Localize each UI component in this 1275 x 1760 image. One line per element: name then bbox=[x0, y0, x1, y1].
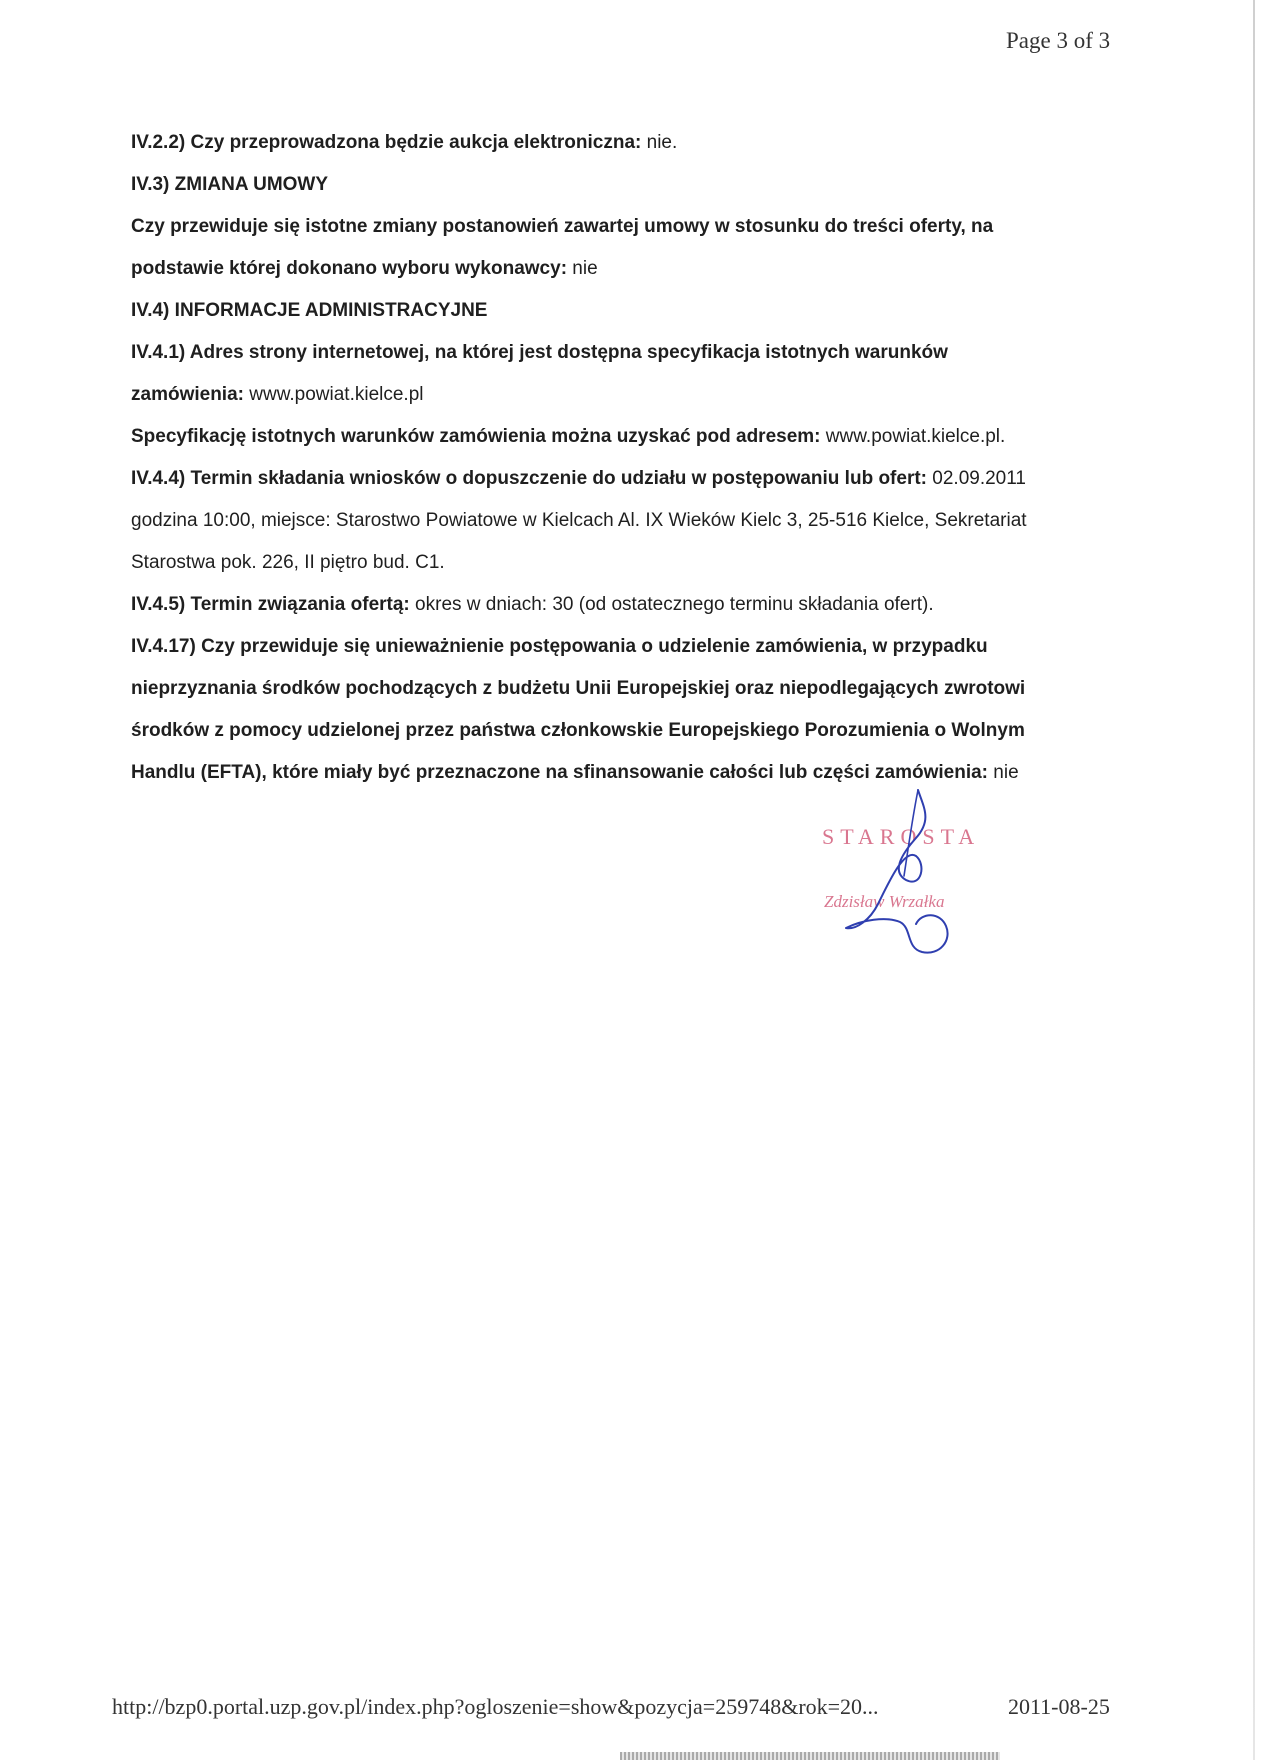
line-label: IV.4.17) Czy przewiduje się unieważnienie postępowania o udzielenie zamówienia, w przypadku bbox=[131, 636, 988, 657]
line-label: Czy przewiduje się istotne zmiany postanowień zawartej umowy w stosunku do treści oferty, na bbox=[131, 216, 994, 237]
scan-artifact bbox=[620, 1752, 1000, 1760]
page-number: Page 3 of 3 bbox=[1006, 28, 1111, 53]
line-label: środków z pomocy udzielonej przez państwa członkowskie Europejskiego Porozumienia o Wolnym bbox=[131, 720, 1025, 741]
line-label: IV.3) ZMIANA UMOWY bbox=[131, 174, 329, 195]
document-line bbox=[131, 584, 1121, 626]
document-line bbox=[131, 206, 1121, 248]
line-label: IV.4.4) Termin składania wniosków o dopuszczenie do udziału w postępowaniu lub ofert: bbox=[131, 468, 927, 489]
line-value: nie. bbox=[641, 132, 678, 153]
document-line bbox=[131, 290, 1121, 332]
line-label: Handlu (EFTA), które miały być przeznaczone na sfinansowanie całości lub części zamówienia: bbox=[131, 762, 988, 783]
document-line bbox=[131, 458, 1121, 500]
line-label: podstawie której dokonano wyboru wykonawcy: bbox=[131, 258, 568, 279]
document-line bbox=[131, 374, 1121, 416]
official-stamp bbox=[800, 780, 1020, 960]
source-url: http://bzp0.portal.uzp.gov.pl/index.php?ogloszenie=show&pozycja=259748&rok=20... bbox=[112, 1694, 879, 1719]
stamp-name: Zdzisław Wrzałka bbox=[824, 892, 945, 911]
print-date: 2011-08-25 bbox=[1008, 1694, 1110, 1719]
document-line bbox=[131, 122, 1121, 164]
line-label: zamówienia: bbox=[131, 384, 244, 405]
page-edge bbox=[1253, 0, 1255, 1760]
document-line bbox=[131, 332, 1121, 374]
line-value: nie bbox=[567, 258, 598, 279]
document-line bbox=[131, 668, 1121, 710]
line-value: www.powiat.kielce.pl. bbox=[820, 426, 1006, 447]
document-line bbox=[131, 248, 1121, 290]
document-line bbox=[131, 710, 1121, 752]
line-value: 02.09.2011 bbox=[927, 468, 1026, 489]
line-value: godzina 10:00, miejsce: Starostwo Powiatowe w Kielcach Al. IX Wieków Kielc 3, 25-516 Kielce, Sekretariat bbox=[131, 510, 1027, 531]
document-body bbox=[131, 122, 1121, 794]
line-label: Specyfikację istotnych warunków zamówienia można uzyskać pod adresem: bbox=[131, 426, 821, 447]
stamp-title: STAROSTA bbox=[822, 824, 981, 849]
handwritten-signature-icon bbox=[800, 780, 1020, 960]
document-line bbox=[131, 500, 1121, 542]
line-value: nie bbox=[988, 762, 1019, 783]
line-label: IV.4) INFORMACJE ADMINISTRACYJNE bbox=[131, 300, 488, 321]
document-line bbox=[131, 164, 1121, 206]
line-label: IV.2.2) Czy przeprowadzona będzie aukcja elektroniczna: bbox=[131, 132, 642, 153]
document-line bbox=[131, 542, 1121, 584]
document-line bbox=[131, 626, 1121, 668]
line-label: nieprzyznania środków pochodzących z budżetu Unii Europejskiej oraz niepodlegających zwrotowi bbox=[131, 678, 1026, 699]
line-value: okres w dniach: 30 (od ostatecznego terminu składania ofert). bbox=[409, 594, 934, 615]
line-value: Starostwa pok. 226, II piętro bud. C1. bbox=[131, 552, 445, 573]
line-value: www.powiat.kielce.pl bbox=[243, 384, 424, 405]
document-line bbox=[131, 416, 1121, 458]
line-label: IV.4.5) Termin związania ofertą: bbox=[131, 594, 410, 615]
line-label: IV.4.1) Adres strony internetowej, na której jest dostępna specyfikacja istotnych warunków bbox=[131, 342, 948, 363]
